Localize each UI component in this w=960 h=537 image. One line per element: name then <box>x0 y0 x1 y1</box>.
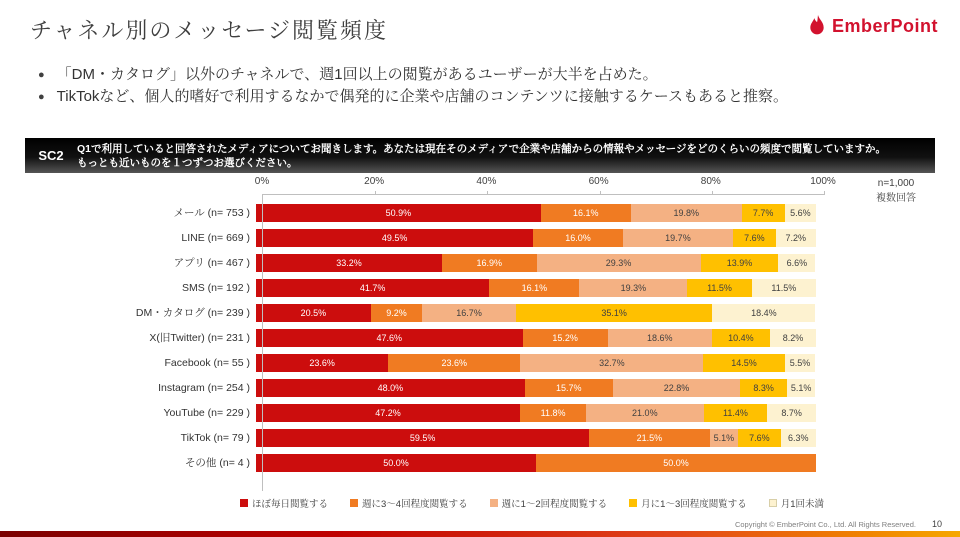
category-label: アプリ (n= 467 ) <box>173 257 250 269</box>
bullet-item <box>38 64 788 86</box>
segment-value-label: 16.1% <box>521 282 548 293</box>
segment-value-label: 13.9% <box>726 257 753 268</box>
legend-item <box>769 496 824 510</box>
axis-notch <box>824 191 825 195</box>
bullet-text: 「DM・カタログ」以外のチャネルで、週1回以上の閲覧があるユーザーが大半を占めた。 <box>56 66 658 83</box>
chart-row <box>24 300 874 325</box>
segment-value-label: 7.6% <box>749 432 770 443</box>
bar-segment <box>703 354 784 372</box>
bar-segment <box>541 204 631 222</box>
segment-value-label: 6.6% <box>786 257 808 268</box>
segment-value-label: 19.3% <box>620 282 647 293</box>
bar-segment <box>442 254 537 272</box>
bar-segment <box>710 429 739 447</box>
segment-value-label: 16.7% <box>456 307 482 318</box>
bar-segment <box>778 254 815 272</box>
segment-value-label: 59.5% <box>409 432 436 443</box>
legend-swatch-icon <box>490 499 498 507</box>
legend-item <box>490 496 608 510</box>
bar-segment <box>712 329 770 347</box>
bar-track <box>256 404 816 422</box>
chart-row <box>24 325 874 350</box>
segment-value-label: 11.5% <box>771 282 797 293</box>
chart-row <box>24 225 874 250</box>
x-axis-tick: 100% <box>810 176 836 187</box>
legend-label: ほぼ毎日閲覧する <box>252 499 329 510</box>
x-axis-tick: 0% <box>254 176 270 187</box>
segment-value-label: 5.5% <box>789 357 811 368</box>
question-line-2: もっとも近いものを１つずつお選びください。 <box>77 156 298 169</box>
bar-segment <box>785 204 816 222</box>
bar-track <box>256 454 816 472</box>
legend-item <box>350 496 468 510</box>
flame-icon <box>807 14 827 38</box>
bar-track <box>256 229 816 247</box>
bar-segment <box>537 254 701 272</box>
bar-track <box>256 379 816 397</box>
category-label: X(旧Twitter) (n= 231 ) <box>149 332 250 344</box>
segment-value-label: 19.8% <box>673 207 699 218</box>
bar-track <box>256 354 816 372</box>
plot-area <box>24 194 874 475</box>
bar-track <box>256 279 816 297</box>
bullet-icon: ● <box>38 91 45 103</box>
bar-segment <box>533 229 623 247</box>
bar-segment <box>520 354 703 372</box>
bar-segment <box>589 429 709 447</box>
segment-value-label: 11.8% <box>540 407 566 418</box>
segment-value-label: 29.3% <box>605 257 632 268</box>
bar-segment <box>733 229 776 247</box>
bar-segment <box>371 304 423 322</box>
chart-legend <box>240 496 824 510</box>
category-label: YouTube (n= 229 ) <box>163 406 250 419</box>
category-label: LINE (n= 669 ) <box>181 231 250 244</box>
segment-value-label: 16.9% <box>476 257 502 268</box>
question-line-1: Q1で利用していると回答されたメディアについてお聞きします。あなたは現在そのメディアで企業や店舗からの情報やメッセージをどのくらいの頻度で閲覧していますか。 <box>77 142 886 155</box>
category-label: Facebook (n= 55 ) <box>164 356 250 369</box>
legend-swatch-icon <box>629 499 637 507</box>
legend-label: 週に3〜4回程度閲覧する <box>362 499 468 510</box>
segment-value-label: 21.5% <box>636 432 663 443</box>
question-bar <box>25 138 935 173</box>
bar-segment <box>704 404 768 422</box>
segment-value-label: 8.3% <box>753 382 774 393</box>
legend-label: 月1回未満 <box>780 499 825 510</box>
bar-track <box>256 329 816 347</box>
x-axis <box>254 176 836 194</box>
category-label: メール (n= 753 ) <box>173 207 250 219</box>
bar-track <box>256 254 816 272</box>
emberpoint-logo <box>807 14 938 38</box>
bar-segment <box>489 279 579 297</box>
category-label: Instagram (n= 254 ) <box>158 381 250 394</box>
category-label: TikTok (n= 79 ) <box>180 431 250 444</box>
bar-segment <box>608 329 712 347</box>
segment-value-label: 7.7% <box>752 207 774 218</box>
bar-segment <box>738 429 781 447</box>
page-title: チャネル別のメッセージ閲覧頻度 <box>30 18 389 43</box>
bar-segment <box>781 429 816 447</box>
segment-value-label: 22.8% <box>663 382 690 393</box>
segment-value-label: 32.7% <box>599 357 625 368</box>
bar-segment <box>256 204 541 222</box>
legend-swatch-icon <box>240 499 248 507</box>
chart-row <box>24 200 874 225</box>
bar-segment <box>742 204 785 222</box>
chart-row <box>24 425 874 450</box>
segment-value-label: 6.3% <box>788 432 809 443</box>
segment-value-label: 15.2% <box>552 332 578 343</box>
bullet-text: TikTokなど、個人的嗜好で利用するなかで偶発的に企業や店舗のコンテンツに接触するケースもあると推察。 <box>56 88 788 105</box>
bar-segment <box>623 229 733 247</box>
bar-segment <box>256 404 520 422</box>
segment-value-label: 49.5% <box>381 232 408 243</box>
chart-rows <box>24 200 874 475</box>
chart-row <box>24 275 874 300</box>
segment-value-label: 48.0% <box>377 382 404 393</box>
bar-segment <box>740 379 786 397</box>
segment-value-label: 19.7% <box>665 232 691 243</box>
bar-segment <box>388 354 520 372</box>
bar-track <box>256 204 816 222</box>
bar-segment <box>767 404 816 422</box>
segment-value-label: 50.0% <box>663 457 689 468</box>
bar-segment <box>516 304 713 322</box>
bar-segment <box>256 279 489 297</box>
legend-item <box>629 496 747 510</box>
bar-segment <box>787 379 816 397</box>
bullet-item <box>38 86 788 108</box>
bar-segment <box>579 279 687 297</box>
chart-row <box>24 250 874 275</box>
segment-value-label: 7.6% <box>744 232 765 243</box>
chart-row <box>24 450 874 475</box>
segment-value-label: 10.4% <box>728 332 754 343</box>
bar-segment <box>785 354 816 372</box>
bar-segment <box>701 254 779 272</box>
segment-value-label: 47.6% <box>376 332 403 343</box>
bottom-accent-bar <box>0 531 960 537</box>
copyright-text: Copyright © EmberPoint Co., Ltd. All Rights Reserved. <box>734 520 916 529</box>
chart-row <box>24 350 874 375</box>
legend-item <box>240 496 328 510</box>
segment-value-label: 35.1% <box>601 307 627 318</box>
bar-segment <box>256 254 442 272</box>
segment-value-label: 41.7% <box>359 282 386 293</box>
segment-value-label: 21.0% <box>632 407 658 418</box>
bar-segment <box>422 304 516 322</box>
bar-segment <box>520 404 586 422</box>
segment-value-label: 50.9% <box>385 207 412 218</box>
category-label: SMS (n= 192 ) <box>182 281 250 294</box>
sample-type: 複数回答 <box>876 193 916 204</box>
bar-segment <box>525 379 613 397</box>
stacked-bar-chart <box>24 176 874 475</box>
segment-value-label: 33.2% <box>336 257 362 268</box>
segment-value-label: 47.2% <box>375 407 401 418</box>
x-axis-tick: 20% <box>364 176 385 187</box>
sample-size: n=1,000 <box>877 178 915 189</box>
bar-track <box>256 429 816 447</box>
bar-segment <box>752 279 816 297</box>
bar-segment <box>586 404 703 422</box>
category-label: DM・カタログ (n= 239 ) <box>135 307 250 319</box>
x-axis-tick: 40% <box>476 176 497 187</box>
legend-label: 週に1〜2回程度閲覧する <box>501 499 608 510</box>
bar-segment <box>613 379 741 397</box>
page-number: 10 <box>931 519 942 529</box>
bar-segment <box>712 304 815 322</box>
bar-segment <box>256 354 388 372</box>
bar-segment <box>631 204 742 222</box>
bar-segment <box>256 329 523 347</box>
chart-row <box>24 400 874 425</box>
footer <box>735 519 942 529</box>
bar-segment <box>523 329 608 347</box>
segment-value-label: 50.0% <box>383 457 409 468</box>
bar-segment <box>776 229 816 247</box>
segment-value-label: 5.1% <box>713 432 735 443</box>
question-text <box>77 142 886 170</box>
segment-value-label: 7.2% <box>785 232 807 243</box>
segment-value-label: 14.5% <box>731 357 757 368</box>
bar-segment <box>536 454 816 472</box>
segment-value-label: 16.0% <box>565 232 591 243</box>
logo-text: EmberPoint <box>831 15 938 36</box>
bar-segment <box>256 379 525 397</box>
bar-segment <box>256 304 371 322</box>
question-code: SC2 <box>38 148 64 163</box>
bullet-icon: ● <box>38 69 45 81</box>
x-axis-tick: 80% <box>700 176 721 187</box>
segment-value-label: 11.5% <box>707 282 732 293</box>
bar-segment <box>256 454 536 472</box>
segment-value-label: 5.1% <box>790 382 812 393</box>
legend-label: 月に1〜3回程度閲覧する <box>641 499 747 510</box>
summary-bullets <box>38 64 788 108</box>
segment-value-label: 23.6% <box>309 357 335 368</box>
bar-segment <box>256 429 589 447</box>
segment-value-label: 18.4% <box>751 307 777 318</box>
segment-value-label: 18.6% <box>646 332 673 343</box>
chart-row <box>24 375 874 400</box>
bar-track <box>256 304 816 322</box>
bar-segment <box>687 279 751 297</box>
legend-swatch-icon <box>350 499 358 507</box>
x-axis-tick: 60% <box>588 176 609 187</box>
segment-value-label: 8.2% <box>782 332 804 343</box>
segment-value-label: 20.5% <box>300 307 327 318</box>
bar-segment <box>770 329 816 347</box>
bar-segment <box>256 229 533 247</box>
category-label: その他 (n= 4 ) <box>184 457 250 469</box>
segment-value-label: 11.4% <box>723 407 748 418</box>
segment-value-label: 8.7% <box>781 407 802 418</box>
segment-value-label: 9.2% <box>386 307 407 318</box>
segment-value-label: 16.1% <box>573 207 599 218</box>
legend-swatch-icon <box>769 499 777 507</box>
segment-value-label: 5.6% <box>790 207 811 218</box>
segment-value-label: 23.6% <box>441 357 467 368</box>
segment-value-label: 15.7% <box>555 382 582 393</box>
